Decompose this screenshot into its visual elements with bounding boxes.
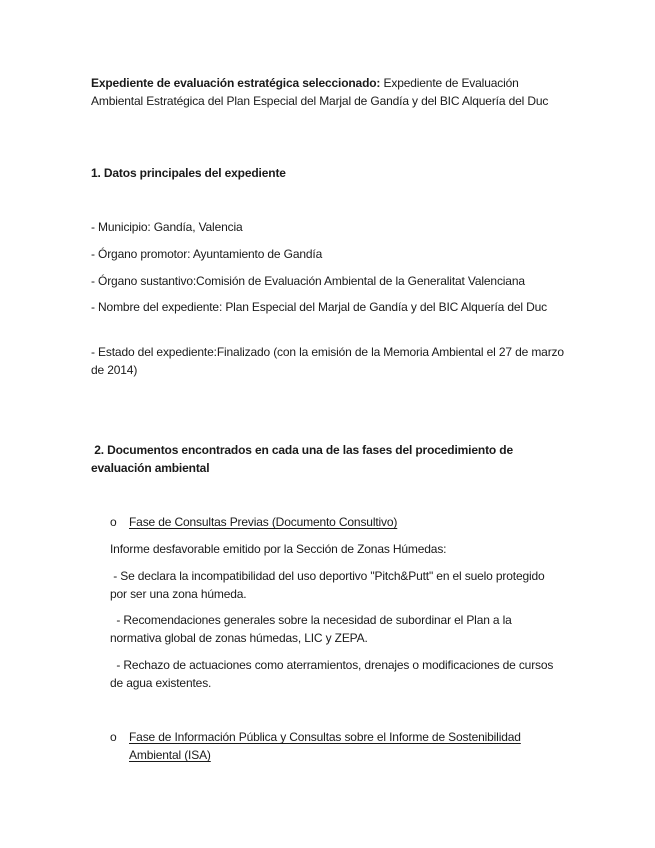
- phase-1-point-1: - Se declara la incompatibilidad del uso deportivo "Pitch&Putt" en el suelo protegido por ser una zona húmeda.: [110, 569, 548, 601]
- selected-file-value: Expediente de Evaluación Ambiental Estratégica del Plan Especial del Marjal de Gandía y del BIC Alquería del Duc: [91, 76, 549, 108]
- section-2-heading: [91, 441, 566, 477]
- selected-file-paragraph: [91, 74, 566, 110]
- section-1-heading: 1. Datos principales del expediente: [91, 166, 286, 180]
- phase-2-title[interactable]: Fase de Información Pública y Consultas sobre el Informe de Sostenibilidad Ambiental (ISA): [129, 730, 521, 762]
- data-item-file-status: - Estado del expediente:Finalizado (con la emisión de la Memoria Ambiental el 27 de marzo de 2014): [91, 345, 564, 377]
- data-item-substantive-body: - Órgano sustantivo:Comisión de Evaluación Ambiental de la Generalitat Valenciana: [91, 274, 525, 288]
- phase-1-title[interactable]: Fase de Consultas Previas (Documento Consultivo): [129, 515, 398, 529]
- phase-1-list-item: [110, 513, 560, 531]
- phase-1-point-3: - Rechazo de actuaciones como aterramientos, drenajes o modificaciones de cursos de agua existentes.: [110, 658, 557, 690]
- data-item-promoter: - Órgano promotor: Ayuntamiento de Gandía: [91, 247, 323, 261]
- phase-1-intro: Informe desfavorable emitido por la Sección de Zonas Húmedas:: [110, 542, 447, 556]
- phase-1-point-2: - Recomendaciones generales sobre la necesidad de subordinar el Plan a la normativa global de zonas húmedas, LIC y ZEPA.: [110, 613, 515, 645]
- data-item-municipality: - Municipio: Gandía, Valencia: [91, 220, 243, 234]
- data-item-file-name: - Nombre del expediente: Plan Especial del Marjal de Gandía y del BIC Alquería del Duc: [91, 300, 548, 314]
- bullet-icon: o: [110, 730, 117, 744]
- bullet-icon: o: [110, 515, 117, 529]
- selected-file-label: Expediente de evaluación estratégica seleccionado:: [91, 76, 381, 90]
- section-2-heading-text: 2. Documentos encontrados en cada una de las fases del procedimiento de evaluación ambiental: [91, 443, 513, 475]
- phase-2-list-item: [110, 728, 560, 764]
